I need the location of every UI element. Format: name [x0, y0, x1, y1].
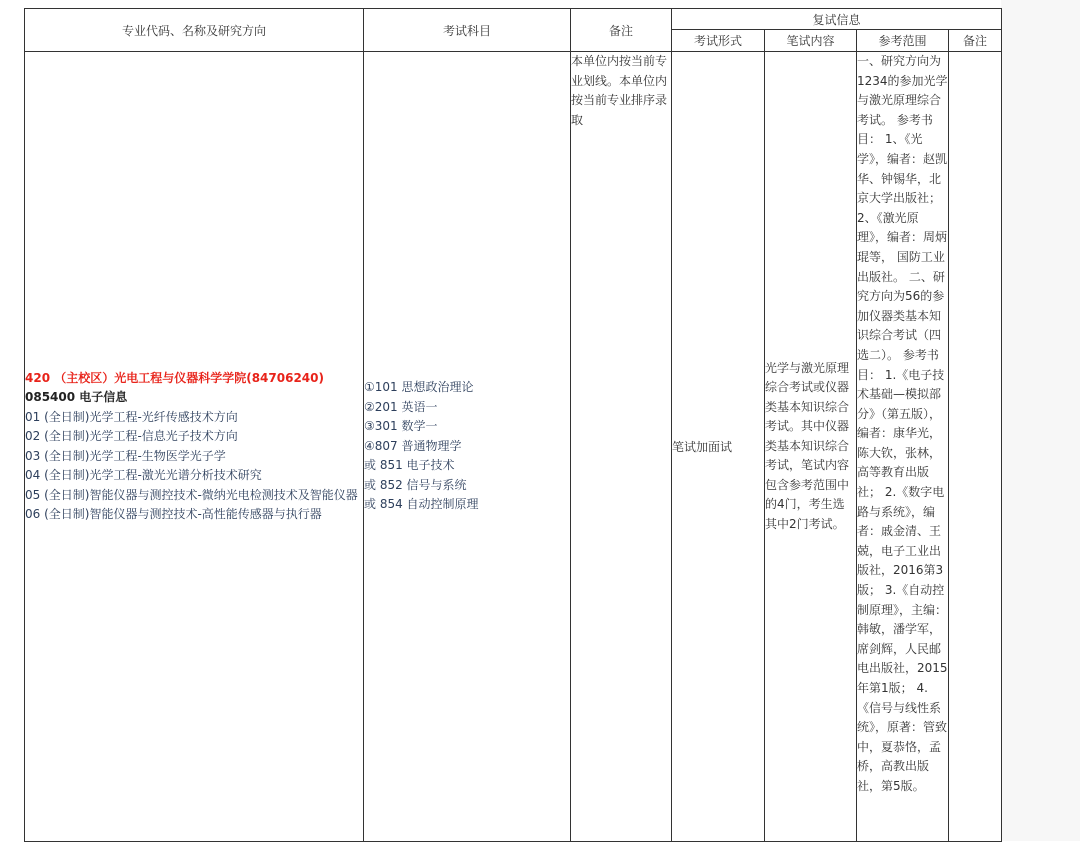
retest-form-cell: 笔试加面试 [672, 52, 765, 842]
reference-cell: 一、研究方向为1234的参加光学与激光原理综合考试。 参考书目： 1、《光学》，编者：赵凯华、钟锡华，北京大学出版社； 2、《激光原理》，编者：周炳琨等， 国防工业出版社。 二、研究方向为56的参加仪器类基本知识综合考试（四选二）。 参考书目： 1.《电子技术基础—模拟部分》（第五版），编者：康华光，陈大钦，张林，高等教育出版社； 2.《数字电路与系统》，编者：戚金清、王兢，电子工业出版社，2016第3版； 3.《自动控制原理》，主编：韩敏，潘学军，席剑辉，人民邮电出版社，2015年第1版； 4.《信号与线性系统》，原著：管致中，夏恭恪，孟桥，高教出版社，第5版。 [857, 52, 949, 842]
direction-item: 06 (全日制)智能仪器与测控技术-高性能传感器与执行器 [25, 507, 322, 521]
subject-item: 或 851 电子技术 [364, 458, 455, 473]
direction-item: 03 (全日制)光学工程-生物医学光子学 [25, 448, 226, 463]
direction-item: 05 (全日制)智能仪器与测控技术-微纳光电检测技术及智能仪器 [25, 487, 358, 502]
written-content-cell: 光学与激光原理综合考试或仪器类基本知识综合考试。其中仪器类基本知识综合考试，笔试内容包含参考范围中的4门，考生选其中2门考试。 [765, 52, 857, 842]
page-margin-strip [1001, 0, 1080, 841]
header-reference: 参考范围 [857, 30, 949, 52]
major-cell [25, 52, 364, 842]
header-major: 专业代码、名称及研究方向 [25, 9, 364, 52]
header-retest-form: 考试形式 [672, 30, 765, 52]
header-written-content: 笔试内容 [765, 30, 857, 52]
admission-table [24, 8, 1002, 842]
subject-item: ④807 普通物理学 [364, 438, 462, 453]
subject-item: 或 852 信号与系统 [364, 477, 467, 492]
subjects-cell [364, 52, 571, 842]
header-subjects: 考试科目 [364, 9, 571, 52]
subject-item: ②201 英语一 [364, 399, 438, 414]
subject-item: ③301 数学一 [364, 419, 438, 434]
college-name: 420 （主校区）光电工程与仪器科学学院(84706240) [25, 370, 324, 385]
header-remarks: 备注 [571, 9, 672, 52]
header-retest-info: 复试信息 [672, 9, 1002, 30]
direction-item: 01 (全日制)光学工程-光纤传感技术方向 [25, 409, 238, 424]
header-retest-remarks: 备注 [949, 30, 1002, 52]
subject-item: ①101 思想政治理论 [364, 380, 474, 395]
degree-name: 085400 电子信息 [25, 390, 128, 404]
remarks-cell: 本单位内按当前专业划线。本单位内按当前专业排序录取 [571, 52, 672, 842]
subject-item: 或 854 自动控制原理 [364, 497, 479, 512]
direction-item: 02 (全日制)光学工程-信息光子技术方向 [25, 429, 238, 443]
retest-remarks-cell [949, 52, 1002, 842]
header-row-1 [25, 9, 1002, 30]
table-row [25, 52, 1002, 842]
direction-item: 04 (全日制)光学工程-激光光谱分析技术研究 [25, 468, 262, 482]
